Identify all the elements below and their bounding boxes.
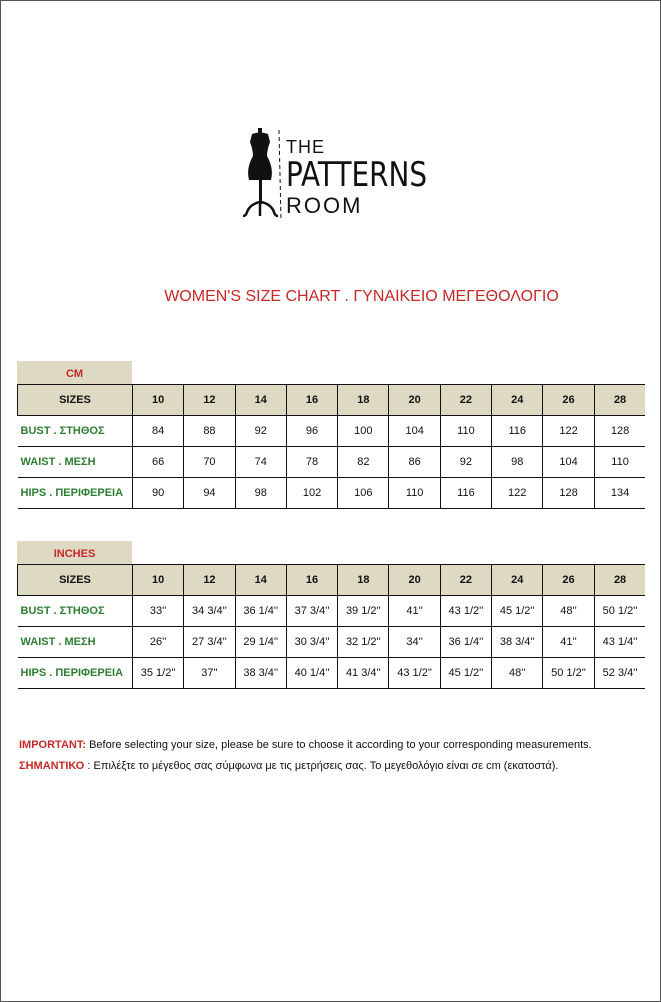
measurement-label: BUST . ΣΤΗΘΟΣ: [18, 416, 133, 447]
measurement-cell: 48'': [543, 596, 594, 627]
measurement-cell: 116: [440, 478, 491, 509]
measurement-cell: 122: [543, 416, 594, 447]
measurement-cell: 88: [184, 416, 235, 447]
measurement-cell: 122: [492, 478, 543, 509]
size-header-cell: 28: [594, 565, 645, 596]
measurement-cell: 78: [286, 447, 337, 478]
measurement-cell: 36 1/4'': [235, 596, 286, 627]
measurement-cell: 32 1/2'': [338, 627, 389, 658]
measurement-cell: 50 1/2'': [594, 596, 645, 627]
measurement-cell: 50 1/2'': [543, 658, 594, 689]
measurement-cell: 43 1/4'': [594, 627, 645, 658]
measurement-cell: 98: [492, 447, 543, 478]
measurement-cell: 106: [338, 478, 389, 509]
measurement-cell: 45 1/2'': [492, 596, 543, 627]
measurement-row: [18, 416, 646, 447]
logo-line-the: THE: [286, 137, 325, 157]
important-label: IMPORTANT:: [19, 739, 87, 751]
size-table-inches-body: [18, 565, 646, 689]
measurement-cell: 110: [440, 416, 491, 447]
measurement-cell: 110: [594, 447, 645, 478]
measurement-cell: 134: [594, 478, 645, 509]
measurement-label: HIPS . ΠΕΡΙΦΕΡΕΙΑ: [18, 478, 133, 509]
size-header-cell: 10: [133, 385, 184, 416]
size-header-cell: 12: [184, 565, 235, 596]
measurement-cell: 41'': [543, 627, 594, 658]
measurement-cell: 41'': [389, 596, 440, 627]
measurement-cell: 74: [235, 447, 286, 478]
size-header-cell: 20: [389, 565, 440, 596]
size-header-cell: 22: [440, 565, 491, 596]
size-header-cell: 26: [543, 565, 594, 596]
measurement-cell: 98: [235, 478, 286, 509]
greek-note: [19, 760, 558, 772]
measurement-cell: 36 1/4'': [440, 627, 491, 658]
measurement-cell: 45 1/2'': [440, 658, 491, 689]
size-header-cell: 10: [133, 565, 184, 596]
measurement-cell: 82: [338, 447, 389, 478]
measurement-cell: 104: [389, 416, 440, 447]
measurement-cell: 92: [440, 447, 491, 478]
measurement-cell: 40 1/4'': [286, 658, 337, 689]
size-header-cell: 18: [338, 565, 389, 596]
measurement-row: [18, 478, 646, 509]
measurement-cell: 102: [286, 478, 337, 509]
size-header-cell: 18: [338, 385, 389, 416]
size-table-inches: [17, 564, 645, 689]
size-header-cell: 22: [440, 385, 491, 416]
measurement-cell: 35 1/2'': [133, 658, 184, 689]
logo-line-patterns: PATTERNS: [286, 155, 428, 195]
measurement-cell: 100: [338, 416, 389, 447]
measurement-cell: 26'': [133, 627, 184, 658]
measurement-cell: 37'': [184, 658, 235, 689]
measurement-cell: 116: [492, 416, 543, 447]
sizes-header-label: SIZES: [18, 385, 133, 416]
measurement-cell: 43 1/2'': [440, 596, 491, 627]
measurement-label: WAIST . ΜΕΣΗ: [18, 447, 133, 478]
measurement-label: HIPS . ΠΕΡΙΦΕΡΕΙΑ: [18, 658, 133, 689]
measurement-cell: 86: [389, 447, 440, 478]
logo-line-room: ROOM: [286, 193, 363, 218]
measurement-cell: 30 3/4'': [286, 627, 337, 658]
important-note: [19, 739, 592, 751]
size-header-cell: 28: [594, 385, 645, 416]
size-header-cell: 16: [286, 565, 337, 596]
logo: [240, 128, 430, 224]
measurement-cell: 41 3/4'': [338, 658, 389, 689]
measurement-row: [18, 596, 646, 627]
measurement-cell: 110: [389, 478, 440, 509]
size-header-cell: 26: [543, 385, 594, 416]
measurement-row: [18, 447, 646, 478]
sizes-header-label: SIZES: [18, 565, 133, 596]
size-table-cm-body: [18, 385, 646, 509]
greek-text: : Επιλέξτε το μέγεθος σας σύμφωνα με τις μετρήσεις σας. Το μεγεθολόγιο είναι σε cm (εκατοστά).: [84, 760, 559, 772]
size-header-cell: 16: [286, 385, 337, 416]
measurement-cell: 48'': [492, 658, 543, 689]
measurement-cell: 96: [286, 416, 337, 447]
measurement-cell: 34 3/4'': [184, 596, 235, 627]
size-header-cell: 12: [184, 385, 235, 416]
page-title: WOMEN'S SIZE CHART . ΓΥΝΑΙΚΕΙΟ ΜΕΓΕΘΟΛΟΓΙΟ: [164, 288, 559, 305]
sizes-header-row: [18, 565, 646, 596]
size-table-cm: [17, 384, 645, 509]
greek-label: ΣΗΜΑΝΤΙΚΟ: [19, 760, 85, 772]
unit-label-inches: INCHES: [17, 541, 132, 564]
size-header-cell: 20: [389, 385, 440, 416]
measurement-row: [18, 627, 646, 658]
size-header-cell: 14: [235, 565, 286, 596]
measurement-cell: 43 1/2'': [389, 658, 440, 689]
logo-wordmark: [286, 132, 430, 218]
dress-form-icon: [240, 128, 282, 220]
measurement-cell: 34'': [389, 627, 440, 658]
measurement-cell: 37 3/4'': [286, 596, 337, 627]
measurement-cell: 94: [184, 478, 235, 509]
measurement-cell: 52 3/4'': [594, 658, 645, 689]
size-header-cell: 24: [492, 385, 543, 416]
important-text: Before selecting your size, please be sure to choose it according to your corresponding measurements.: [86, 739, 592, 751]
measurement-cell: 29 1/4'': [235, 627, 286, 658]
measurement-label: WAIST . ΜΕΣΗ: [18, 627, 133, 658]
measurement-cell: 39 1/2'': [338, 596, 389, 627]
size-header-cell: 24: [492, 565, 543, 596]
measurement-row: [18, 658, 646, 689]
measurement-cell: 38 3/4'': [235, 658, 286, 689]
measurement-cell: 92: [235, 416, 286, 447]
measurement-cell: 70: [184, 447, 235, 478]
measurement-cell: 128: [594, 416, 645, 447]
measurement-cell: 38 3/4'': [492, 627, 543, 658]
measurement-cell: 128: [543, 478, 594, 509]
sizes-header-row: [18, 385, 646, 416]
measurement-cell: 90: [133, 478, 184, 509]
size-header-cell: 14: [235, 385, 286, 416]
measurement-cell: 66: [133, 447, 184, 478]
unit-label-cm: CM: [17, 361, 132, 384]
measurement-cell: 27 3/4'': [184, 627, 235, 658]
measurement-cell: 33'': [133, 596, 184, 627]
measurement-label: BUST . ΣΤΗΘΟΣ: [18, 596, 133, 627]
measurement-cell: 104: [543, 447, 594, 478]
measurement-cell: 84: [133, 416, 184, 447]
